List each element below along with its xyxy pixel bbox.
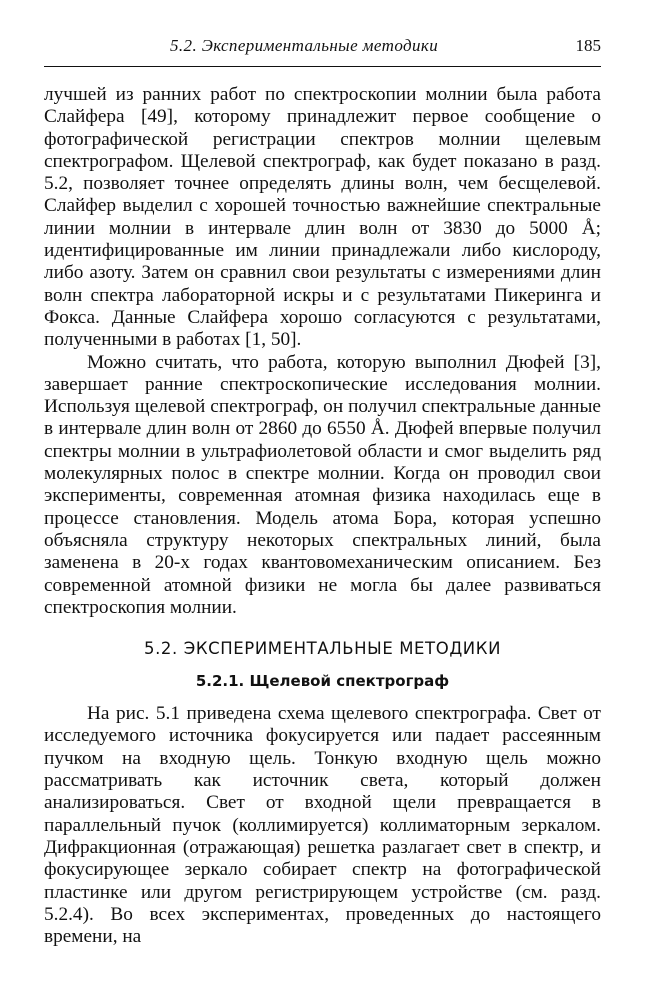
body-text <box>44 84 601 948</box>
section-heading: 5.2. ЭКСПЕРИМЕНТАЛЬНЫЕ МЕТОДИКИ <box>143 639 502 659</box>
page-number: 185 <box>575 36 601 55</box>
paragraph-continued: лучшей из ранних работ по спектроскопии молнии была работа Слайфера [49], которому принадлежит первое сообщение о фотографической регистрации спектров молнии щелевым спектрографом. Щелевой спектрограф, как будет показано в разд. 5.2, позволяет точнее определять длины волн, чем бесщелевой. Слайфер выделил с хорошей точностью важнейшие спектральные линии молнии в интервале длин волн от 3830 до 5000 Å; идентифицированные им линии принадлежали либо кислороду, либо азоту. Затем он сравнил свои результаты с измерениями длин волн спектра лабораторной искры и с результатами Пикеринга и Фокса. Данные Слайфера хорошо согласуются с результатами, полученными в работах [1, 50]. <box>44 84 601 351</box>
running-head <box>44 36 601 64</box>
paragraph-dufay: Можно считать, что работа, которую выполнил Дюфей [3], завершает ранние спектроскопические исследования молнии. Используя щелевой спектрограф, он получил спектральные данные в интервале длин волн от 2860 до 6550 Å. Дюфей впервые получил спектры молнии в ультрафиолетовой области и смог выделить ряд молекулярных полос в спектре молнии. Когда он проводил свои эксперименты, современная атомная физика находилась еще в процессе становления. Модель атома Бора, которая успешно объясняла структуру некоторых спектральных линий, была заменена в 20-х годах квантовомеханическим описанием. Без современной атомной физики не могла бы далее развиваться спектроскопия молнии. <box>44 351 601 618</box>
header-rule <box>44 66 601 67</box>
running-title: 5.2. Экспериментальные методики <box>170 36 439 55</box>
paragraph-slit-spectrograph: На рис. 5.1 приведена схема щелевого спектрографа. Свет от исследуемого источника фокусируется или падает рассеянным пучком на входную щель. Тонкую входную щель можно рассматривать как источник света, который должен анализироваться. Свет от входной щели превращается в параллельный пучок (коллимируется) коллиматорным зеркалом. Дифракционная (отражающая) решетка разлагает свет в спектр, и фокусирующее зеркало собирает спектр на фотографической пластинке или другом регистрирующем устройстве (см. разд. 5.2.4). Во всех экспериментах, проведенных до настоящего времени, на <box>44 703 601 948</box>
subsection-heading: 5.2.1. Щелевой спектрограф <box>195 672 450 691</box>
